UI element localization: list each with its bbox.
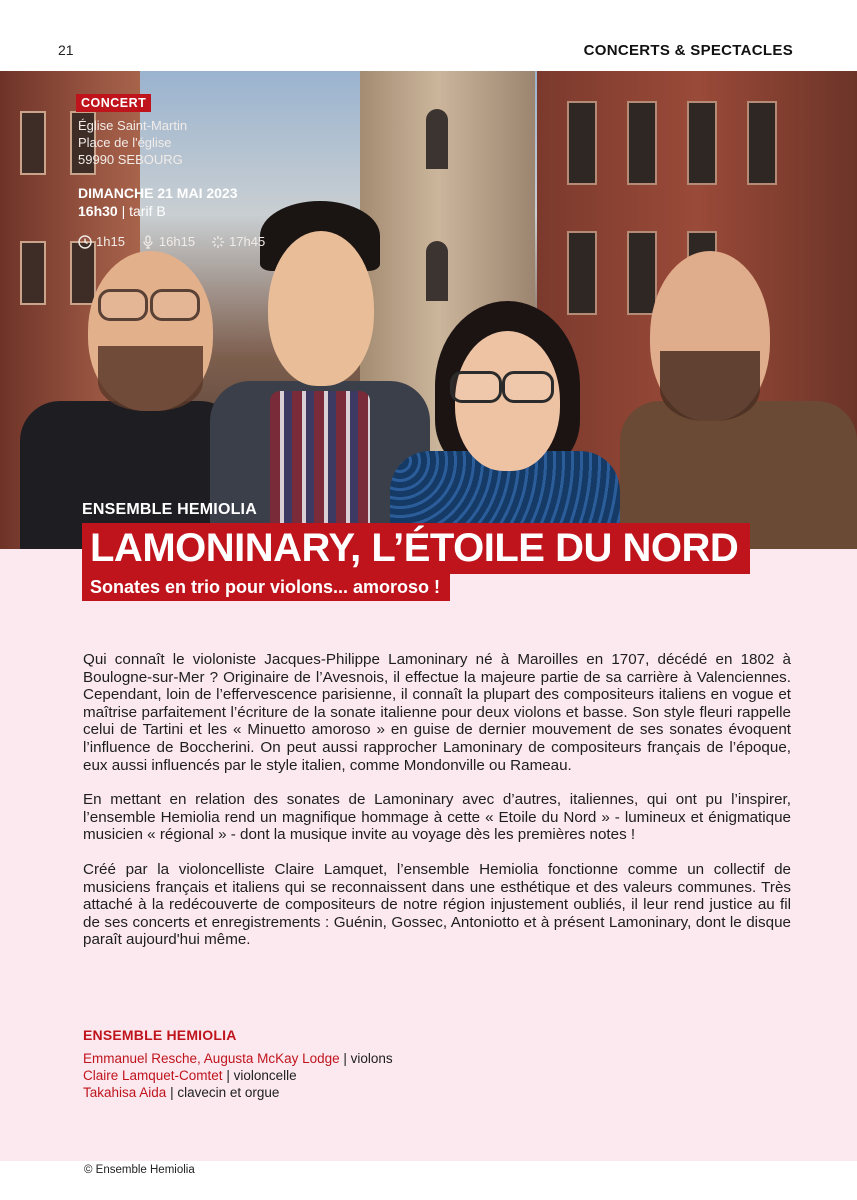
article-paragraph: En mettant en relation des sonates de Lamoninary avec d’autres, italiennes, qui ont pu l’inspirer, l’ensemble Hemiolia rend un magnifique hommage à cette « Etoile du Nord » - lumineux et énigmatique musicien « régional » - dont la musique invite au voyage dès les premières notes ! (83, 791, 791, 844)
article-paragraph: Créé par la violoncelliste Claire Lamquet, l’ensemble Hemiolia fonctionne comme un collectif de musiciens français et italiens qui se reconnaissent dans une esthétique et des valeurs communes. Très attaché à la redécouverte de compositeurs de notre région injustement oubliés, il leur rend justice au fil de ses concerts et enregistrements : Guénin, Gossec, Antoniotto et à présent Lamoninary, dont le disque paraît aujourd'hui même. (83, 860, 791, 949)
microphone-icon (141, 235, 155, 249)
venue-block (78, 117, 187, 168)
article-paragraph: Qui connaît le violoniste Jacques-Philippe Lamoninary né à Maroilles en 1707, décédé en 1802 à Boulogne-sur-Mer ? Originaire de l’Avesnois, il effectue la majeure partie de sa carrière à Valenciennes. Cependant, loin de l’effervescence parisienne, il connaît la plupart des compositeurs italiens en vogue et maîtrise parfaitement l’écriture de la sonate italienne pour deux violons et basse. Son style fleuri rappelle celui de Tartini et les « Minuetto amoroso » en guise de dernier mouvement de ses sonates évoquent l’influence de Boccherini. On peut aussi rapprocher Lamoninary de compositeurs français de l’époque, eux aussi influencés par le style italien, comme Mondonville ou Rameau. (83, 651, 791, 774)
credit-names: Claire Lamquet-Comtet (83, 1068, 223, 1083)
event-date: DIMANCHE 21 MAI 2023 (78, 185, 238, 201)
credit-role: | violoncelle (222, 1068, 297, 1083)
page-number: 21 (58, 42, 74, 58)
venue-street: Place de l'église (78, 135, 172, 150)
event-tarif: | tarif B (121, 203, 166, 219)
event-subtitle: Sonates en trio pour violons... amoroso ! (82, 574, 450, 601)
credits-list (83, 1050, 393, 1101)
clock-icon (78, 235, 92, 249)
ensemble-name: ENSEMBLE HEMIOLIA (82, 501, 257, 518)
category-badge: CONCERT (76, 94, 151, 112)
credit-names: Emmanuel Resche, Augusta McKay Lodge (83, 1051, 340, 1066)
venue-name: Église Saint-Martin (78, 118, 188, 133)
venue-city: 59990 SEBOURG (78, 152, 183, 167)
credit-line (83, 1067, 393, 1084)
event-time: 16h30 (78, 203, 118, 219)
talk-time-text: 16h15 (158, 234, 196, 249)
event-title: LAMONINARY, L’ÉTOILE DU NORD (82, 523, 750, 574)
hero-photo (0, 71, 857, 549)
photo-credit: © Ensemble Hemiolia (84, 1164, 195, 1176)
article-body (83, 651, 791, 966)
credit-role: | clavecin et orgue (166, 1085, 280, 1100)
musician-3 (390, 301, 630, 549)
section-title: CONCERTS & SPECTACLES (583, 42, 793, 59)
sparkle-icon (211, 235, 225, 249)
musician-4 (610, 251, 857, 549)
credit-names: Takahisa Aida (83, 1085, 167, 1100)
credits-title: ENSEMBLE HEMIOLIA (83, 1027, 237, 1043)
credit-role: | violons (339, 1051, 393, 1066)
credit-line (83, 1084, 393, 1101)
duration-text: 1h15 (96, 234, 125, 249)
event-datetime (78, 184, 238, 220)
credit-line (83, 1050, 393, 1067)
timing-row (78, 234, 265, 249)
extra-time-text: 17h45 (229, 234, 266, 249)
